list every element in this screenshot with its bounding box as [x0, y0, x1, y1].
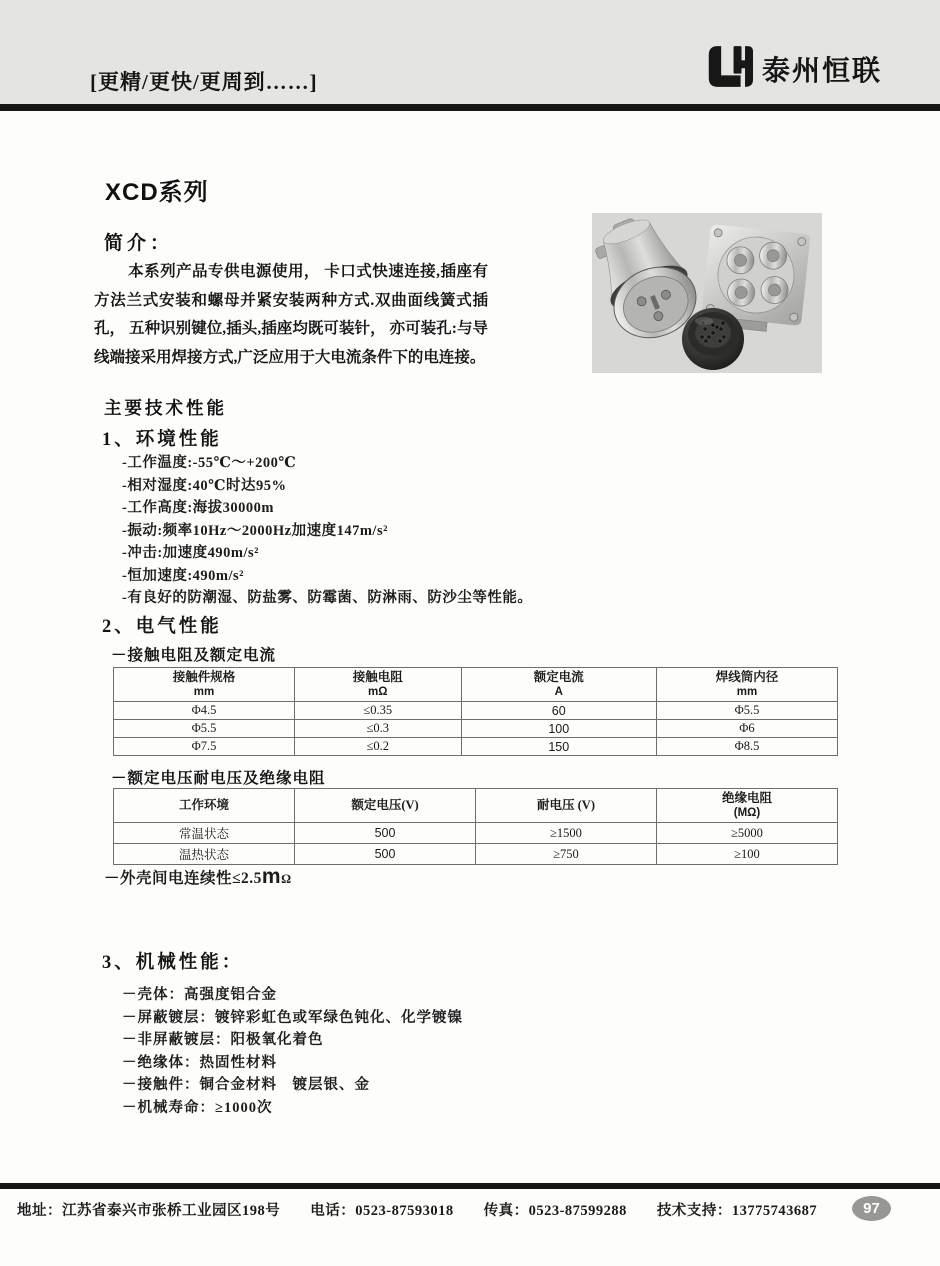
list-item: -有良好的防潮湿、防盐雾、防霉菌、防淋雨、防沙尘等性能。: [122, 590, 533, 606]
header-slogan: [更精/更快/更周到……]: [90, 70, 318, 94]
column-header: 接触件规格 mm: [114, 668, 295, 702]
column-header: 接触电阻 mΩ: [295, 668, 462, 702]
column-header: 耐电压 (V): [476, 789, 657, 823]
voltage-insulation-subheading: －额定电压耐电压及绝缘电阻: [111, 770, 326, 787]
list-item: -冲击:加速度490m/s²: [122, 545, 260, 561]
elec-performance-heading: 2、电气性能: [102, 617, 222, 637]
shell-continuity-note: －外壳间电连续性≤2.5mΩ: [104, 865, 292, 888]
footer-phone: 电话：0523-87593018: [310, 1203, 454, 1219]
footer-contact-line: [17, 1199, 923, 1220]
table-row: Φ4.5 ≤0.35 60 Φ5.5: [114, 702, 838, 720]
header-band: [0, 0, 940, 104]
column-header: 额定电流 A: [461, 668, 656, 702]
table-row: 温热状态 500 ≥750 ≥100: [114, 844, 838, 865]
company-logo: [707, 44, 882, 94]
table-row: Φ5.5 ≤0.3 100 Φ6: [114, 720, 838, 738]
table-row: 常温状态 500 ≥1500 ≥5000: [114, 823, 838, 844]
column-header: 绝缘电阻 (MΩ): [657, 789, 838, 823]
contact-resistance-table: [113, 667, 838, 756]
series-title: XCD系列: [105, 179, 209, 206]
product-photo: [592, 213, 822, 373]
lh-monogram-icon: [707, 44, 753, 94]
brand-name: 泰州恒联: [761, 55, 882, 86]
list-item: -工作高度:海拔30000m: [122, 500, 274, 516]
mech-performance-heading: 3、机械性能：: [102, 953, 244, 973]
list-item: －非屏蔽镀层：阳极氧化着色: [122, 1032, 324, 1048]
column-header: 焊线筒内径 mm: [656, 668, 837, 702]
env-performance-list: [122, 452, 622, 610]
list-item: －壳体：高强度铝合金: [122, 987, 277, 1003]
contact-resistance-subheading: －接触电阻及额定电流: [111, 647, 277, 664]
mech-performance-list: [122, 984, 622, 1119]
intro-paragraph: 本系列产品专供电源使用， 卡口式快速连接,插座有方法兰式安装和螺母并紧安装两种方式.双曲面线簧式插孔， 五种识别键位,插头,插座均既可装针， 亦可装孔:与导线端接采用焊接方式,广泛应用于大电流条件下的电连接。: [94, 263, 488, 366]
intro-heading: 简介：: [104, 233, 174, 254]
column-header: 额定电压(V): [295, 789, 476, 823]
footer-support: 技术支持：13775743687: [656, 1203, 818, 1219]
footer-divider-bar: [0, 1183, 940, 1189]
tech-performance-heading: 主要技术性能: [104, 398, 227, 418]
list-item: －屏蔽镀层：镀锌彩虹色或军绿色钝化、化学镀镍: [122, 1009, 463, 1026]
header-divider-bar: [0, 104, 940, 111]
list-item: -工作温度:-55℃～+200℃: [122, 455, 297, 471]
list-item: －接触件：铜合金材料 镀层银、金: [122, 1077, 370, 1093]
footer-address: 地址：江苏省泰兴市张桥工业园区198号: [17, 1203, 281, 1219]
page-number-badge: 97: [852, 1196, 891, 1221]
list-item: －机械寿命：≥1000次: [122, 1099, 273, 1116]
list-item: -恒加速度:490m/s²: [122, 567, 245, 584]
column-header: 工作环境: [114, 789, 295, 823]
table-row: Φ7.5 ≤0.2 150 Φ8.5: [114, 738, 838, 756]
list-item: -振动:频率10Hz～2000Hz加速度147m/s²: [122, 522, 388, 539]
list-item: －绝缘体：热固性材料: [122, 1054, 277, 1071]
list-item: -相对湿度:40℃时达95%: [122, 477, 287, 494]
footer-fax: 传真：0523-87599288: [483, 1203, 627, 1219]
voltage-insulation-table: [113, 788, 838, 865]
env-performance-heading: 1、环境性能: [102, 430, 222, 450]
